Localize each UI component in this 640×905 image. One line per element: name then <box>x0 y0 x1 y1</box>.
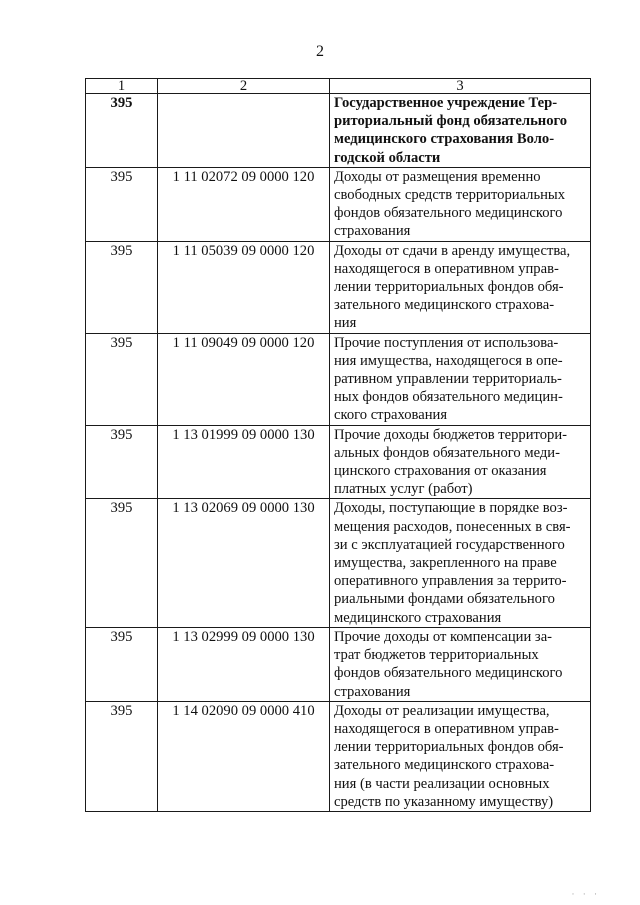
budget-code-cell: 1 14 02090 09 0000 410 <box>158 701 330 811</box>
description-line: годской области <box>334 149 441 166</box>
description-cell <box>330 167 591 241</box>
scan-artifact-marks: · · · <box>571 889 600 899</box>
budget-code-cell: 1 13 02999 09 0000 130 <box>158 627 330 701</box>
description-line: риториальный фонд обязательного <box>334 113 568 130</box>
admin-code-cell: 395 <box>86 333 158 425</box>
budget-code-cell <box>158 94 330 168</box>
admin-code-cell: 395 <box>86 94 158 168</box>
budget-code-cell: 1 11 02072 09 0000 120 <box>158 167 330 241</box>
description-line: фондов обязательного медицинского <box>334 205 563 222</box>
description-line: ния имущества, находящегося в опе- <box>334 352 563 369</box>
description-line: Доходы от сдачи в аренду имущества, <box>334 242 571 259</box>
table-row <box>86 499 591 627</box>
table-row-administrator <box>86 94 591 168</box>
description-line: оперативного управления за террито- <box>334 573 567 590</box>
description-line: Доходы от реализации имущества, <box>334 702 550 719</box>
description-line: альных фондов обязательного меди- <box>334 444 560 461</box>
admin-code-cell: 395 <box>86 499 158 627</box>
budget-code-cell: 1 11 09049 09 0000 120 <box>158 333 330 425</box>
table-row <box>86 241 591 333</box>
description-line: Государственное учреждение Тер- <box>334 95 558 111</box>
column-header-1: 1 <box>86 79 158 94</box>
description-line: платных услуг (работ) <box>334 481 473 498</box>
description-line: лении территориальных фондов обя- <box>334 279 564 296</box>
table-row <box>86 627 591 701</box>
table-row <box>86 333 591 425</box>
column-header-2: 2 <box>158 79 330 94</box>
description-line: зательного медицинского страхова- <box>334 757 555 774</box>
description-line: медицинского страхования Воло- <box>334 131 555 148</box>
description-line: ния <box>334 315 357 332</box>
budget-code-cell: 1 13 02069 09 0000 130 <box>158 499 330 627</box>
table-row <box>86 167 591 241</box>
description-line: риальными фондами обязательного <box>334 591 555 608</box>
description-line: ния (в части реализации основных <box>334 775 550 792</box>
page-number: 2 <box>316 43 324 60</box>
description-line: Прочие доходы бюджетов территори- <box>334 426 567 443</box>
description-line: страхования <box>334 683 411 700</box>
revenue-codes-table <box>85 78 591 812</box>
table-header-row <box>86 79 591 94</box>
description-line: ных фондов обязательного медицин- <box>334 389 563 406</box>
description-line: ского страхования <box>334 407 448 424</box>
description-cell <box>330 701 591 811</box>
description-line: имущества, закрепленного на праве <box>334 555 557 572</box>
description-line: фондов обязательного медицинского <box>334 665 563 682</box>
description-line: Прочие поступления от использова- <box>334 334 559 351</box>
admin-code-cell: 395 <box>86 167 158 241</box>
description-line: мещения расходов, понесенных в свя- <box>334 518 571 535</box>
table-row <box>86 701 591 811</box>
admin-code-cell: 395 <box>86 425 158 499</box>
description-line: свободных средств территориальных <box>334 187 566 204</box>
budget-code-cell: 1 13 01999 09 0000 130 <box>158 425 330 499</box>
description-cell <box>330 94 591 168</box>
description-cell <box>330 241 591 333</box>
admin-code-cell: 395 <box>86 701 158 811</box>
description-line: трат бюджетов территориальных <box>334 647 539 664</box>
table-row <box>86 425 591 499</box>
description-line: Прочие доходы от компенсации за- <box>334 628 553 645</box>
description-line: цинского страхования от оказания <box>334 463 547 480</box>
column-header-3: 3 <box>330 79 591 94</box>
description-line: находящегося в оперативном управ- <box>334 260 559 277</box>
description-line: зательного медицинского страхова- <box>334 297 555 314</box>
description-line: лении территориальных фондов обя- <box>334 739 564 756</box>
description-line: ративном управлении территориаль- <box>334 371 562 388</box>
description-cell <box>330 499 591 627</box>
description-line: медицинского страхования <box>334 609 502 626</box>
admin-code-cell: 395 <box>86 627 158 701</box>
description-cell <box>330 333 591 425</box>
description-cell <box>330 627 591 701</box>
description-line: Доходы от размещения временно <box>334 168 541 185</box>
description-line: страхования <box>334 223 411 240</box>
description-line: средств по указанному имуществу) <box>334 793 554 810</box>
description-line: находящегося в оперативном управ- <box>334 720 559 737</box>
budget-code-cell: 1 11 05039 09 0000 120 <box>158 241 330 333</box>
admin-code-cell: 395 <box>86 241 158 333</box>
description-line: зи с эксплуатацией государственного <box>334 536 565 553</box>
description-line: Доходы, поступающие в порядке воз- <box>334 500 568 517</box>
description-cell <box>330 425 591 499</box>
